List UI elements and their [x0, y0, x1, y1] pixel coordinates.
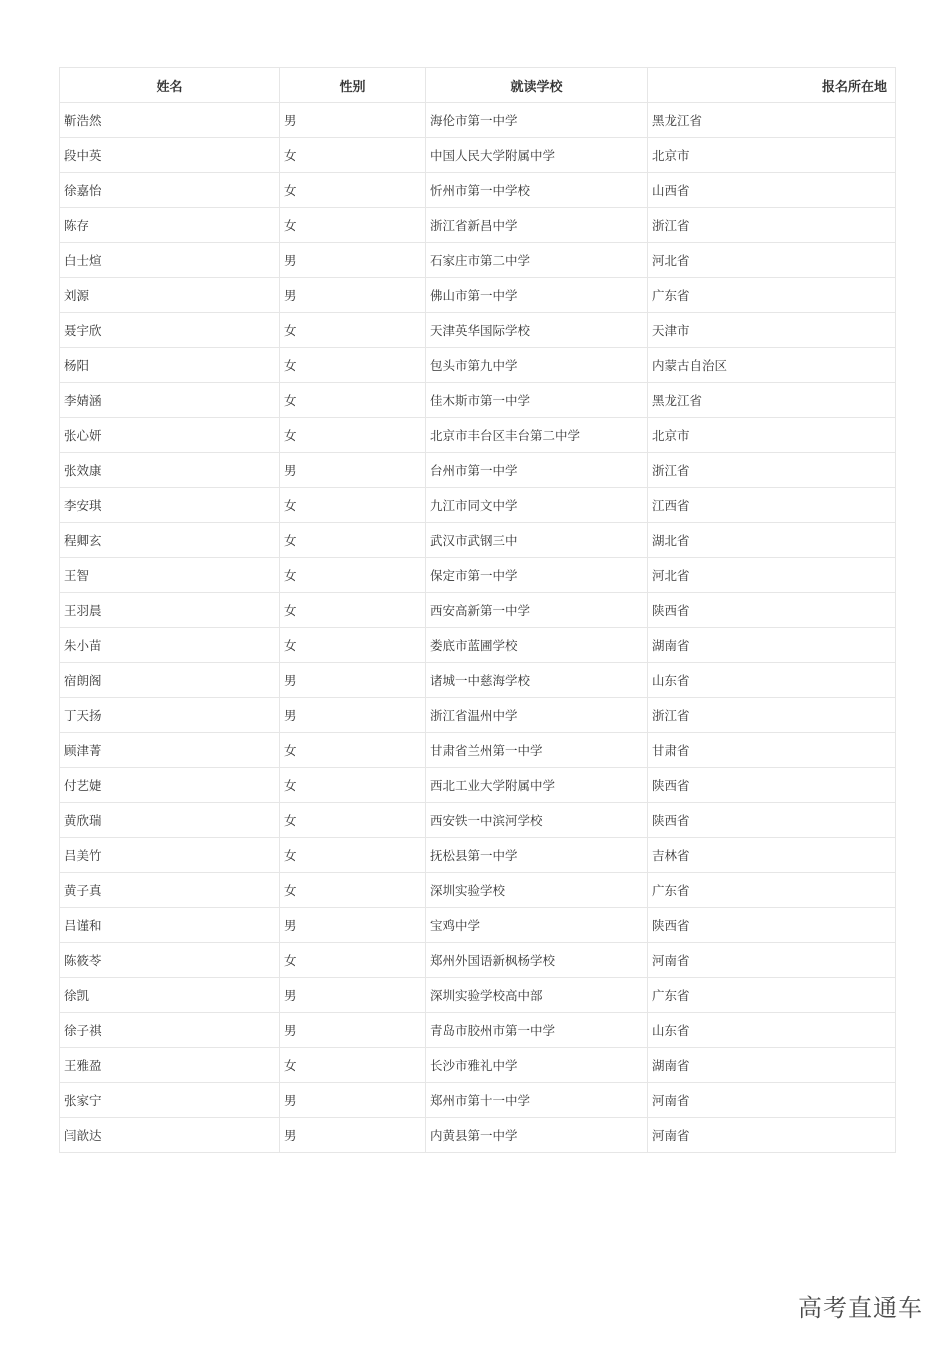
cell-school: 郑州市第十一中学: [426, 1083, 648, 1118]
cell-region: 广东省: [648, 978, 896, 1013]
cell-school: 甘肃省兰州第一中学: [426, 733, 648, 768]
cell-region: 浙江省: [648, 208, 896, 243]
cell-name: 白士煊: [60, 243, 280, 278]
cell-name: 闫歆达: [60, 1118, 280, 1153]
table-row: [60, 803, 896, 838]
cell-region: 河北省: [648, 558, 896, 593]
cell-region: 湖南省: [648, 628, 896, 663]
table-row: [60, 873, 896, 908]
table-row: [60, 208, 896, 243]
cell-school: 石家庄市第二中学: [426, 243, 648, 278]
table-body: [60, 103, 896, 1153]
cell-region: 陕西省: [648, 908, 896, 943]
watermark: 高考直通车: [798, 1294, 923, 1322]
cell-gender: 女: [280, 523, 426, 558]
table-row: [60, 173, 896, 208]
cell-gender: 男: [280, 1013, 426, 1048]
cell-name: 付艺婕: [60, 768, 280, 803]
table-row: [60, 1048, 896, 1083]
cell-gender: 男: [280, 453, 426, 488]
cell-region: 天津市: [648, 313, 896, 348]
cell-gender: 男: [280, 243, 426, 278]
cell-name: 李婧涵: [60, 383, 280, 418]
cell-school: 娄底市蓝圃学校: [426, 628, 648, 663]
cell-school: 浙江省温州中学: [426, 698, 648, 733]
cell-name: 徐凯: [60, 978, 280, 1013]
cell-gender: 男: [280, 1118, 426, 1153]
cell-school: 内黄县第一中学: [426, 1118, 648, 1153]
cell-gender: 女: [280, 418, 426, 453]
cell-region: 湖北省: [648, 523, 896, 558]
cell-gender: 女: [280, 138, 426, 173]
cell-gender: 女: [280, 488, 426, 523]
cell-region: 黑龙江省: [648, 103, 896, 138]
cell-gender: 女: [280, 943, 426, 978]
cell-gender: 男: [280, 908, 426, 943]
header-name: 姓名: [60, 68, 280, 103]
table-row: [60, 278, 896, 313]
cell-name: 吕谨和: [60, 908, 280, 943]
table-row: [60, 243, 896, 278]
cell-school: 天津英华国际学校: [426, 313, 648, 348]
table-row: [60, 523, 896, 558]
table-row: [60, 593, 896, 628]
cell-school: 西安铁一中滨河学校: [426, 803, 648, 838]
table-row: [60, 138, 896, 173]
cell-school: 包头市第九中学: [426, 348, 648, 383]
cell-name: 黄欣瑞: [60, 803, 280, 838]
cell-region: 山东省: [648, 663, 896, 698]
cell-gender: 男: [280, 1083, 426, 1118]
cell-name: 丁天扬: [60, 698, 280, 733]
cell-school: 青岛市胶州市第一中学: [426, 1013, 648, 1048]
cell-school: 海伦市第一中学: [426, 103, 648, 138]
cell-gender: 男: [280, 698, 426, 733]
cell-name: 徐子祺: [60, 1013, 280, 1048]
cell-school: 抚松县第一中学: [426, 838, 648, 873]
cell-school: 郑州外国语新枫杨学校: [426, 943, 648, 978]
cell-region: 北京市: [648, 138, 896, 173]
cell-gender: 女: [280, 208, 426, 243]
cell-gender: 女: [280, 768, 426, 803]
cell-name: 张效康: [60, 453, 280, 488]
cell-school: 北京市丰台区丰台第二中学: [426, 418, 648, 453]
cell-name: 聂宇欣: [60, 313, 280, 348]
cell-school: 保定市第一中学: [426, 558, 648, 593]
cell-school: 佛山市第一中学: [426, 278, 648, 313]
table-row: [60, 558, 896, 593]
cell-name: 段中英: [60, 138, 280, 173]
table-row: [60, 698, 896, 733]
cell-region: 浙江省: [648, 698, 896, 733]
cell-name: 陈筱苓: [60, 943, 280, 978]
table-row: [60, 103, 896, 138]
cell-region: 山西省: [648, 173, 896, 208]
table-row: [60, 768, 896, 803]
cell-school: 台州市第一中学: [426, 453, 648, 488]
cell-gender: 女: [280, 838, 426, 873]
cell-school: 浙江省新昌中学: [426, 208, 648, 243]
table-row: [60, 1118, 896, 1153]
cell-gender: 女: [280, 173, 426, 208]
table-row: [60, 978, 896, 1013]
cell-gender: 女: [280, 1048, 426, 1083]
cell-region: 北京市: [648, 418, 896, 453]
cell-school: 中国人民大学附属中学: [426, 138, 648, 173]
cell-gender: 女: [280, 628, 426, 663]
cell-region: 河南省: [648, 1083, 896, 1118]
cell-region: 河南省: [648, 943, 896, 978]
cell-name: 杨阳: [60, 348, 280, 383]
table-row: [60, 943, 896, 978]
cell-school: 忻州市第一中学校: [426, 173, 648, 208]
cell-school: 武汉市武钢三中: [426, 523, 648, 558]
cell-school: 佳木斯市第一中学: [426, 383, 648, 418]
cell-region: 江西省: [648, 488, 896, 523]
cell-school: 西安高新第一中学: [426, 593, 648, 628]
table-row: [60, 1013, 896, 1048]
roster-table: [59, 67, 896, 1153]
table-row: [60, 418, 896, 453]
cell-school: 深圳实验学校: [426, 873, 648, 908]
cell-region: 陕西省: [648, 593, 896, 628]
cell-gender: 女: [280, 803, 426, 838]
cell-region: 广东省: [648, 278, 896, 313]
cell-region: 湖南省: [648, 1048, 896, 1083]
table-row: [60, 838, 896, 873]
cell-name: 朱小苗: [60, 628, 280, 663]
cell-name: 张心妍: [60, 418, 280, 453]
cell-gender: 男: [280, 978, 426, 1013]
cell-gender: 女: [280, 383, 426, 418]
cell-name: 宿朗阁: [60, 663, 280, 698]
cell-region: 内蒙古自治区: [648, 348, 896, 383]
cell-school: 西北工业大学附属中学: [426, 768, 648, 803]
cell-gender: 女: [280, 873, 426, 908]
cell-name: 张家宁: [60, 1083, 280, 1118]
cell-name: 王雅盈: [60, 1048, 280, 1083]
cell-name: 吕美竹: [60, 838, 280, 873]
header-gender: 性别: [280, 68, 426, 103]
cell-gender: 女: [280, 733, 426, 768]
cell-school: 深圳实验学校高中部: [426, 978, 648, 1013]
cell-name: 顾津菁: [60, 733, 280, 768]
table-row: [60, 313, 896, 348]
table-row: [60, 1083, 896, 1118]
cell-region: 甘肃省: [648, 733, 896, 768]
cell-gender: 女: [280, 593, 426, 628]
cell-region: 黑龙江省: [648, 383, 896, 418]
cell-school: 九江市同文中学: [426, 488, 648, 523]
table-row: [60, 453, 896, 488]
cell-name: 徐嘉怡: [60, 173, 280, 208]
table-row: [60, 733, 896, 768]
cell-region: 河北省: [648, 243, 896, 278]
cell-name: 黄子真: [60, 873, 280, 908]
cell-region: 陕西省: [648, 803, 896, 838]
cell-gender: 男: [280, 103, 426, 138]
cell-gender: 男: [280, 663, 426, 698]
cell-name: 程卿玄: [60, 523, 280, 558]
table-row: [60, 663, 896, 698]
table-row: [60, 908, 896, 943]
cell-school: 诸城一中慈海学校: [426, 663, 648, 698]
cell-name: 靳浩然: [60, 103, 280, 138]
cell-gender: 女: [280, 348, 426, 383]
table-header-row: [60, 68, 896, 103]
cell-region: 浙江省: [648, 453, 896, 488]
cell-region: 河南省: [648, 1118, 896, 1153]
header-region: 报名所在地: [648, 68, 896, 103]
header-school: 就读学校: [426, 68, 648, 103]
table-row: [60, 348, 896, 383]
cell-name: 王羽晨: [60, 593, 280, 628]
cell-region: 山东省: [648, 1013, 896, 1048]
table-row: [60, 383, 896, 418]
cell-name: 王智: [60, 558, 280, 593]
cell-school: 宝鸡中学: [426, 908, 648, 943]
cell-gender: 男: [280, 278, 426, 313]
table-row: [60, 628, 896, 663]
cell-region: 广东省: [648, 873, 896, 908]
cell-gender: 女: [280, 313, 426, 348]
cell-gender: 女: [280, 558, 426, 593]
cell-region: 吉林省: [648, 838, 896, 873]
cell-school: 长沙市雅礼中学: [426, 1048, 648, 1083]
cell-name: 李安琪: [60, 488, 280, 523]
cell-name: 刘源: [60, 278, 280, 313]
cell-region: 陕西省: [648, 768, 896, 803]
table-row: [60, 488, 896, 523]
cell-name: 陈存: [60, 208, 280, 243]
